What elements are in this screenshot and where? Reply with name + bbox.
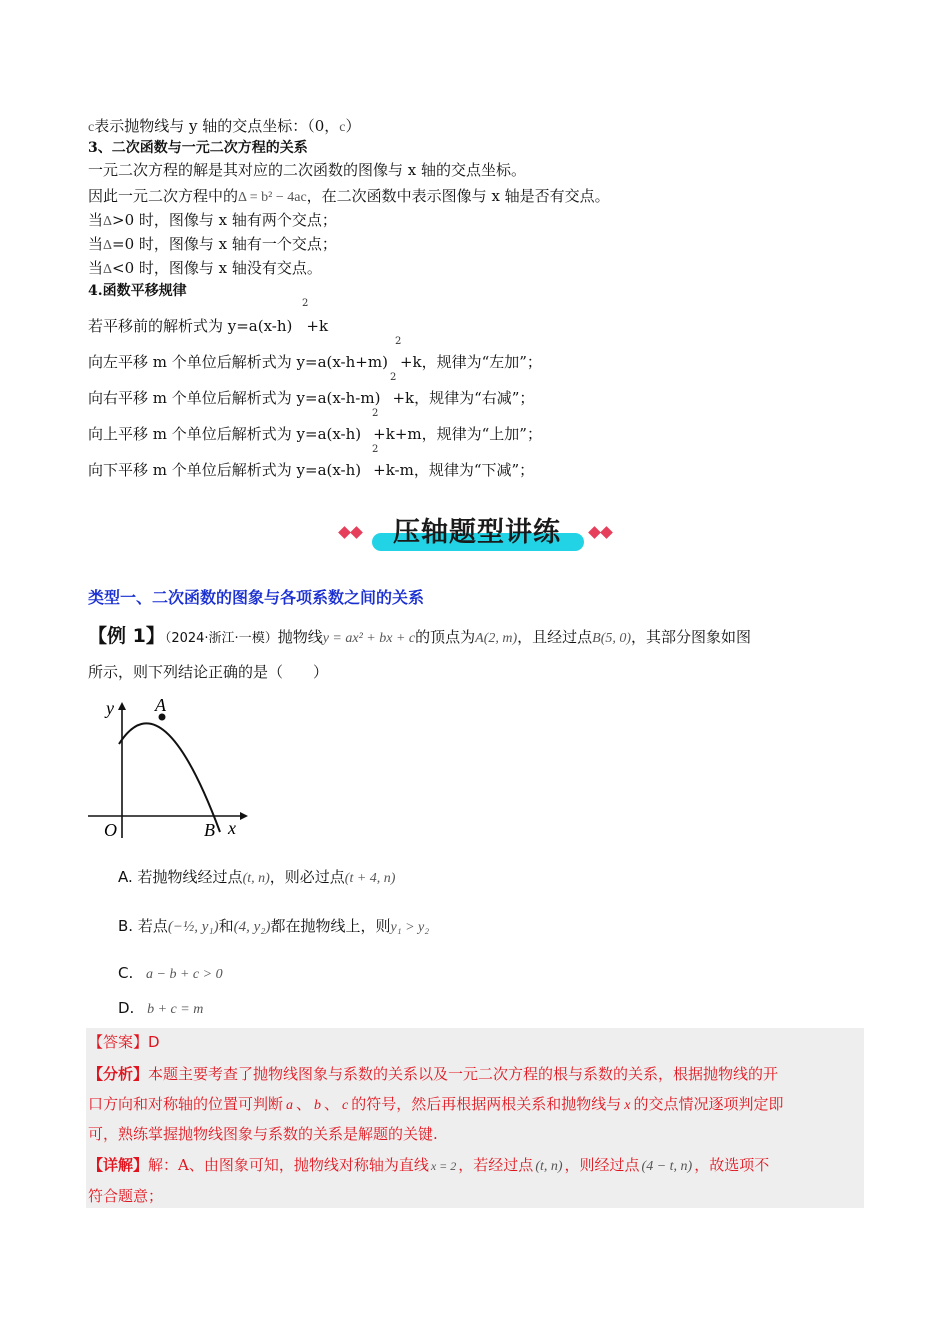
y-axis-label: y xyxy=(106,698,114,718)
discriminant-formula: Δ = b² − 4ac xyxy=(238,190,307,205)
case3-text: <0 时，图像与 x 轴没有交点。 xyxy=(112,259,322,277)
analysis-line3: 可，熟练掌握抛物线图象与系数的关系是解题的关键. xyxy=(88,1125,438,1143)
exponent-2: 2 xyxy=(372,408,379,419)
shift-down-a: 向下平移 m 个单位后解析式为 y=a(x-h) xyxy=(88,461,362,479)
detail-point1: (t, n) xyxy=(535,1159,563,1174)
detail-text1b: ，若经过点 xyxy=(458,1156,534,1174)
axis-of-symmetry: x = 2 xyxy=(430,1159,457,1173)
symbol-c: c xyxy=(342,1098,349,1113)
example-source: （2024·浙江·一模） xyxy=(164,631,278,646)
exponent-2: 2 xyxy=(395,336,402,347)
y-axis-arrow xyxy=(118,702,126,710)
c-symbol: c xyxy=(88,120,95,135)
symbol-b: b xyxy=(314,1098,322,1113)
shift-left-a: 向左平移 m 个单位后解析式为 y=a(x-h+m) xyxy=(88,353,388,371)
option-a-label: A. xyxy=(118,868,133,886)
option-a-point1: (t, n) xyxy=(242,871,270,886)
analysis-tag: 【分析】 xyxy=(88,1065,149,1083)
shift-up-b: +k+m，规律为“上加”； xyxy=(373,425,542,443)
answer-box xyxy=(86,1028,864,1208)
diamond-icon xyxy=(588,526,601,539)
shift-original-b: +k xyxy=(306,317,329,335)
exponent-2: 2 xyxy=(390,372,397,383)
case2-text: =0 时，图像与 x 轴有一个交点； xyxy=(112,235,337,253)
option-b-text3: 都在抛物线上，则 xyxy=(270,917,391,935)
answer-tag: 【答案】 xyxy=(88,1033,149,1051)
answer-line xyxy=(88,1032,160,1052)
option-b[interactable] xyxy=(118,914,429,940)
section3-line1: 一元二次方程的解是其对应的二次函数的图像与 x 轴的交点坐标。 xyxy=(88,161,526,179)
delta-symbol: Δ xyxy=(103,262,113,277)
option-c-label: C. xyxy=(118,964,134,982)
shift-right xyxy=(88,388,534,408)
analysis-sep2: 、 xyxy=(324,1095,340,1113)
analysis-line2 xyxy=(88,1094,784,1116)
exponent-2: 2 xyxy=(372,444,379,455)
example-text-a: 抛物线 xyxy=(277,628,323,646)
vertex-point: A(2, m) xyxy=(475,631,518,646)
line2-suffix: ，在二次函数中表示图像与 x 轴是否有交点。 xyxy=(306,187,610,205)
c-meaning-text: 表示抛物线与 y 轴的交点坐标：（0， xyxy=(94,117,340,135)
delta-case-negative xyxy=(88,258,322,280)
example1-line1 xyxy=(88,624,751,651)
option-b-point2: (4, y₂) xyxy=(233,919,271,935)
section3-line2 xyxy=(88,186,610,208)
option-d-equation: b + c = m xyxy=(147,1002,204,1017)
detail-tag: 【详解】 xyxy=(88,1156,149,1174)
option-a-text1: 若抛物线经过点 xyxy=(137,868,243,886)
example1-line2: 所示，则下列结论正确的是（ ） xyxy=(88,663,329,681)
delta-case-zero xyxy=(88,234,337,256)
section3-heading: 3、二次函数与一元二次方程的关系 xyxy=(88,140,308,156)
shift-up-a: 向上平移 m 个单位后解析式为 y=a(x-h) xyxy=(88,425,362,443)
delta-symbol: Δ xyxy=(103,238,113,253)
x-axis-label: x xyxy=(228,818,236,838)
analysis-text1: 本题主要考查了抛物线图象与系数的关系以及一元二次方程的根与系数的关系，根据抛物线的开 xyxy=(148,1065,779,1083)
analysis-text2a: 口方向和对称轴的位置可判断 xyxy=(88,1095,284,1113)
detail-text1c: ，则经过点 xyxy=(564,1156,640,1174)
banner-title: 压轴题型讲练 xyxy=(393,517,561,548)
diamond-icon xyxy=(350,526,363,539)
shift-up xyxy=(88,424,542,444)
analysis-text2c: 的交点情况逐项判定即 xyxy=(633,1095,784,1113)
example-text-b: 的顶点为 xyxy=(415,628,476,646)
option-b-label: B. xyxy=(118,917,134,935)
root-label: B xyxy=(204,820,215,840)
shift-right-b: +k，规律为“右减”； xyxy=(392,389,535,407)
shift-down xyxy=(88,460,534,480)
example-text-c: ，且经过点 xyxy=(517,628,593,646)
option-c-inequality: a − b + c > 0 xyxy=(146,967,223,982)
x-axis-arrow xyxy=(240,812,248,820)
detail-line2: 符合题意； xyxy=(88,1187,164,1205)
exponent-2: 2 xyxy=(302,298,309,309)
answer-value: D xyxy=(148,1033,160,1051)
option-b-text2: 和 xyxy=(218,917,234,935)
case1-text: >0 时，图像与 x 轴有两个交点； xyxy=(112,211,337,229)
shift-original xyxy=(88,316,328,336)
section4-heading: 4.函数平移规律 xyxy=(88,283,187,299)
option-b-text1: 若点 xyxy=(137,917,168,935)
option-c[interactable] xyxy=(118,962,223,986)
c-meaning-end: ） xyxy=(345,117,361,135)
analysis-text2b: 的符号，然后再根据两根关系和抛物线与 xyxy=(351,1095,622,1113)
shift-original-a: 若平移前的解析式为 y=a(x-h) xyxy=(88,317,293,335)
section-banner xyxy=(334,511,620,555)
option-b-compare: y₁ > y₂ xyxy=(390,920,430,935)
line2-prefix: 因此一元二次方程中的 xyxy=(88,187,239,205)
shift-left xyxy=(88,352,542,372)
c-symbol-2: c xyxy=(339,120,346,135)
symbol-x: x xyxy=(624,1098,631,1113)
example-label: 【例 1】 xyxy=(88,625,165,647)
case1-prefix: 当 xyxy=(88,211,104,229)
shift-down-b: +k-m，规律为“下减”； xyxy=(373,461,535,479)
c-meaning-line xyxy=(88,116,361,138)
analysis-line1 xyxy=(88,1064,778,1084)
case3-prefix: 当 xyxy=(88,259,104,277)
analysis-sep1: 、 xyxy=(296,1095,312,1113)
detail-line1 xyxy=(88,1155,769,1177)
option-d-label: D. xyxy=(118,999,135,1017)
delta-symbol: Δ xyxy=(103,214,113,229)
point-b: B(5, 0) xyxy=(592,631,632,646)
option-a-point2: (t + 4, n) xyxy=(344,871,396,886)
option-b-point1: (−½, y₁) xyxy=(167,919,219,935)
shift-left-b: +k，规律为“左加”； xyxy=(399,353,542,371)
detail-text1d: ，故选项不 xyxy=(694,1156,770,1174)
shift-right-a: 向右平移 m 个单位后解析式为 y=a(x-h-m) xyxy=(88,389,381,407)
parabola-graph xyxy=(84,692,254,844)
example-text-d: ，其部分图象如图 xyxy=(631,628,752,646)
detail-point2: (4 − t, n) xyxy=(641,1159,693,1174)
diamond-icon xyxy=(600,526,613,539)
diamond-icon xyxy=(338,526,351,539)
symbol-a: a xyxy=(286,1098,294,1113)
detail-text1a: 解：A、由图象可知，抛物线对称轴为直线 xyxy=(148,1156,429,1174)
parabola-formula: y = ax² + bx + c xyxy=(322,631,416,646)
option-d[interactable] xyxy=(118,997,203,1021)
vertex-label: A xyxy=(155,695,166,715)
delta-case-positive xyxy=(88,210,337,232)
type1-heading: 类型一、二次函数的图象与各项系数之间的关系 xyxy=(88,588,425,607)
option-a-text2: ，则必过点 xyxy=(269,868,345,886)
option-a[interactable] xyxy=(118,866,395,890)
origin-label: O xyxy=(104,820,117,840)
case2-prefix: 当 xyxy=(88,235,104,253)
